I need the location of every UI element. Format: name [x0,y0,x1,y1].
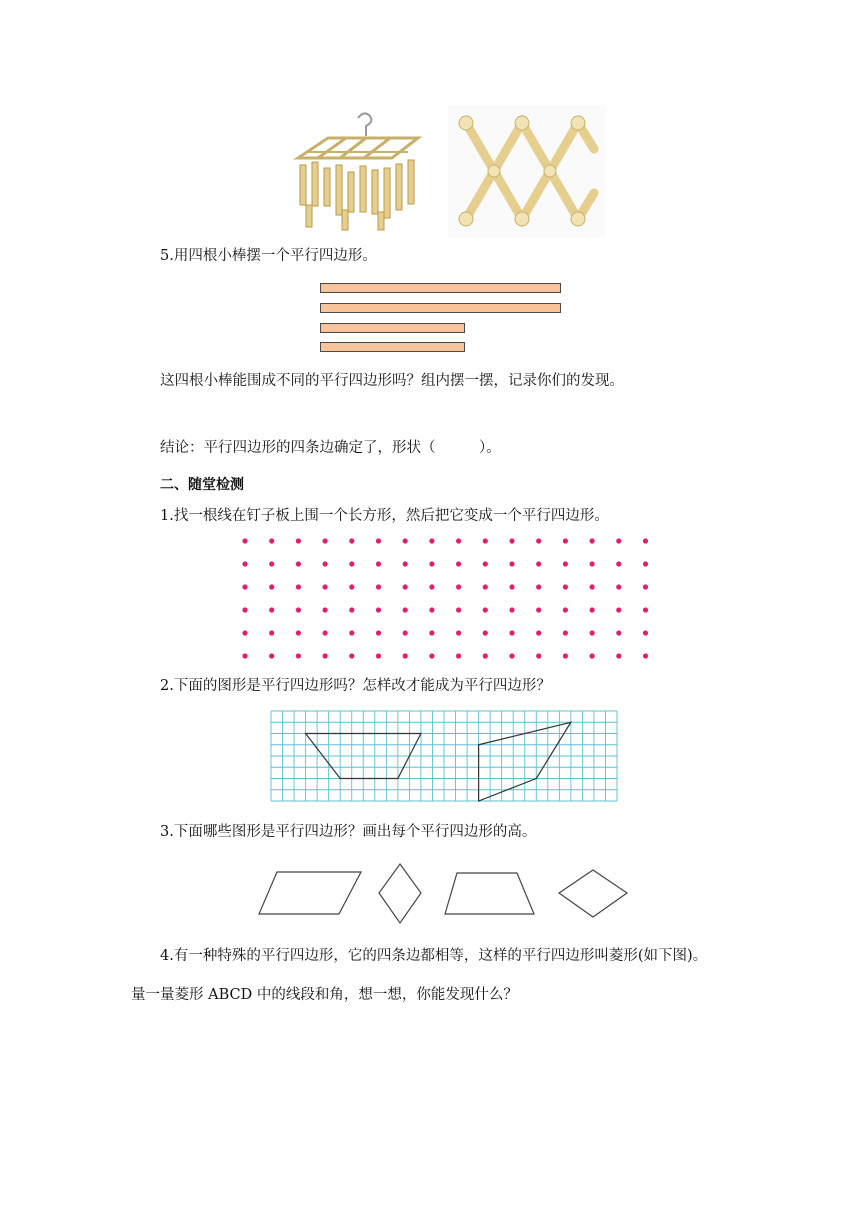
peg-dot [269,561,274,566]
peg-dot [616,584,621,589]
peg-dot [483,584,488,589]
peg-dot [456,538,461,543]
peg-dot [403,607,408,612]
peg-dot [242,561,247,566]
peg-dot [296,630,301,635]
peg-dot [509,584,514,589]
peg-dot [376,630,381,635]
peg-dot [349,630,354,635]
peg-dot [403,538,408,543]
peg-dot [456,653,461,658]
peg-dot [403,653,408,658]
peg-dot [563,607,568,612]
peg-dot [643,561,648,566]
peg-dot [349,561,354,566]
question-5-title: 5.用四根小棒摆一个平行四边形。 [160,248,377,264]
peg-dot [403,561,408,566]
peg-dot [323,561,328,566]
peg-dot [269,653,274,658]
wide-rhombus-shape [559,870,627,917]
peg-dot [376,538,381,543]
peg-dot [509,607,514,612]
test-question-2: 2.下面的图形是平行四边形吗？怎样改才能成为平行四边形？ [160,678,551,694]
peg-dot [536,653,541,658]
peg-dot [509,561,514,566]
peg-dot [376,584,381,589]
long-stick [320,283,561,293]
peg-dot [509,653,514,658]
peg-dot [563,630,568,635]
peg-dot [269,538,274,543]
peg-dot [296,584,301,589]
peg-dot [323,607,328,612]
section-heading: 二、随堂检测 [160,477,244,493]
peg-dot [429,584,434,589]
rhombus-shape [379,864,421,923]
peg-dot [349,538,354,543]
short-stick [320,323,465,333]
peg-dot [536,607,541,612]
clothes-hanger-photo [288,110,436,238]
peg-dot [643,630,648,635]
peg-dot [590,584,595,589]
peg-dot [429,561,434,566]
peg-dot [429,538,434,543]
trapezoid-shape [445,873,534,914]
peg-dot [616,561,621,566]
peg-dot [536,561,541,566]
short-stick [320,342,465,352]
peg-dot [376,653,381,658]
peg-dot [296,561,301,566]
peg-dot [296,607,301,612]
peg-dot [376,607,381,612]
peg-dot [616,653,621,658]
peg-dot [296,538,301,543]
test-question-4-line-2: 量一量菱形 ABCD 中的线段和角，想一想，你能发现什么？ [131,987,518,1003]
peg-dot [563,561,568,566]
peg-dot [429,653,434,658]
peg-dot [643,607,648,612]
peg-dot [483,653,488,658]
peg-dot [509,630,514,635]
peg-dot [323,630,328,635]
peg-dot [242,653,247,658]
peg-dot [403,630,408,635]
peg-dot [616,607,621,612]
folding-wall-rack-photo [448,105,606,237]
peg-dot [509,538,514,543]
peg-dot [349,584,354,589]
peg-dot [242,630,247,635]
peg-dot [590,538,595,543]
peg-dot [456,630,461,635]
peg-dot [590,630,595,635]
peg-dot [456,561,461,566]
peg-dot [242,607,247,612]
peg-dot [349,653,354,658]
peg-dot [429,630,434,635]
peg-dot [590,653,595,658]
peg-dot [483,538,488,543]
peg-dot [590,607,595,612]
peg-dot [643,653,648,658]
test-question-4-line-1: 4.有一种特殊的平行四边形，它的四条边都相等，这样的平行四边形叫菱形(如下图)。 [160,948,708,964]
peg-dot [483,607,488,612]
peg-dot [456,607,461,612]
peg-dot [590,561,595,566]
parallelogram-shape [259,872,361,914]
peg-dot [563,653,568,658]
peg-dot [349,607,354,612]
long-stick [320,303,561,313]
peg-dot [429,607,434,612]
peg-dot [269,584,274,589]
pegboard-dots [236,534,656,664]
peg-dot [536,538,541,543]
quadrilateral-shapes [255,860,635,926]
peg-dot [536,630,541,635]
peg-dot [563,584,568,589]
peg-dot [376,561,381,566]
peg-dot [643,538,648,543]
peg-dot [323,653,328,658]
peg-dot [483,630,488,635]
peg-dot [616,630,621,635]
peg-dot [563,538,568,543]
peg-dot [242,538,247,543]
peg-dot [616,538,621,543]
peg-dot [643,584,648,589]
peg-dot [456,584,461,589]
peg-dot [323,584,328,589]
test-question-3: 3.下面哪些图形是平行四边形？画出每个平行四边形的高。 [160,824,537,840]
peg-dot [296,653,301,658]
question-5-conclusion: 结论：平行四边形的四条边确定了，形状（ ）。 [160,440,501,456]
grid-with-shapes [270,710,618,803]
peg-dot [269,630,274,635]
question-5-prompt: 这四根小棒能围成不同的平行四边形吗？组内摆一摆，记录你们的发现。 [160,373,624,389]
peg-dot [403,584,408,589]
peg-dot [483,561,488,566]
peg-dot [323,538,328,543]
peg-dot [242,584,247,589]
peg-dot [269,607,274,612]
peg-dot [536,584,541,589]
test-question-1: 1.找一根线在钉子板上围一个长方形，然后把它变成一个平行四边形。 [160,508,609,524]
